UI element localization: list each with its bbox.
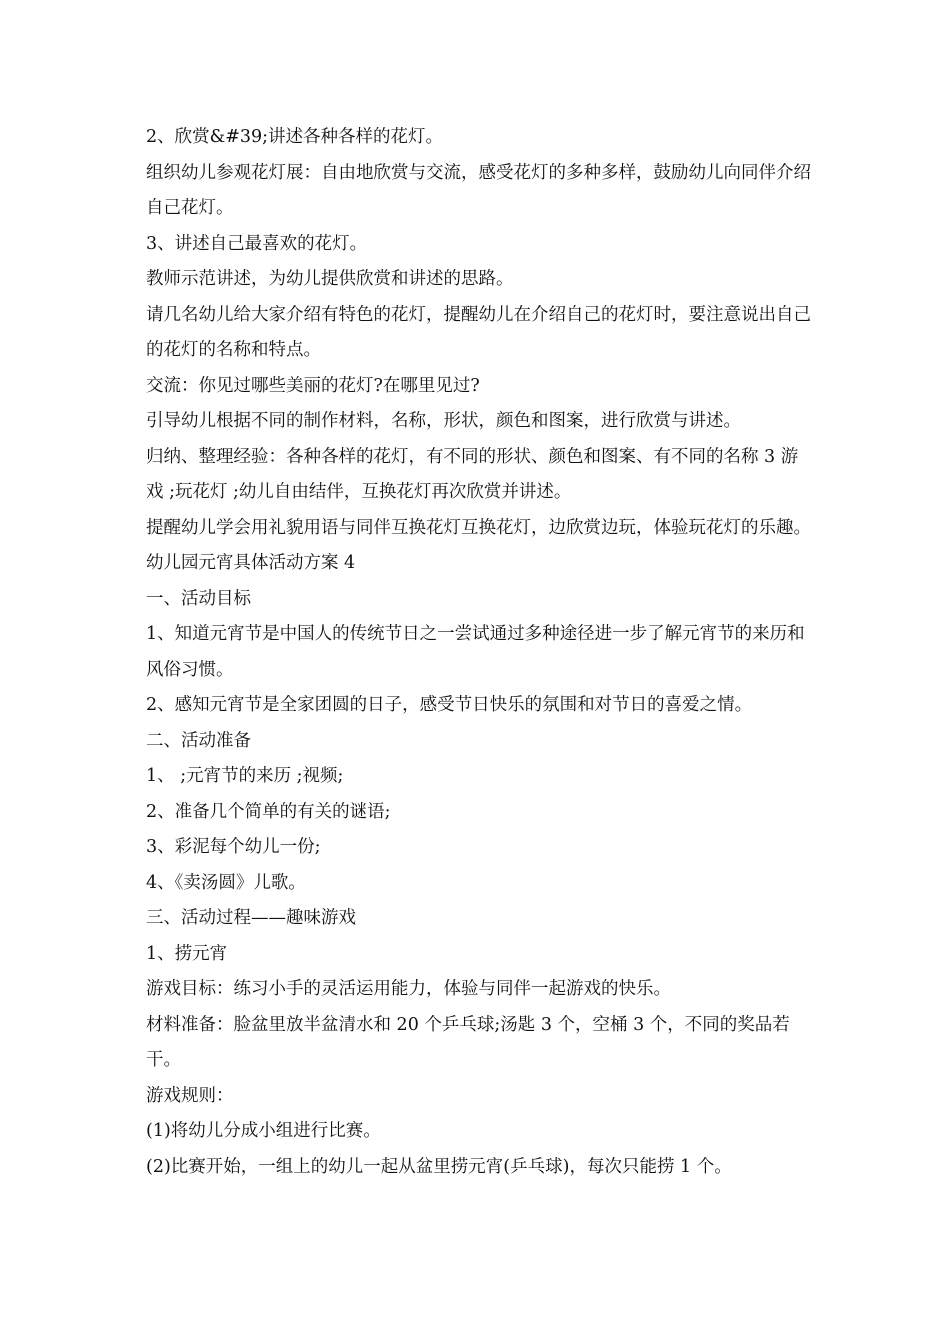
paragraph-guide-children: 引导幼儿根据不同的制作材料，名称，形状，颜色和图案，进行欣赏与讲述。: [146, 411, 741, 431]
prep-item-1: 1、 ;元宵节的来历 ;视频;: [146, 766, 344, 786]
heading-activity-goals: 一、活动目标: [146, 588, 251, 609]
section-title-plan-4: 幼儿园元宵具体活动方案 4: [146, 553, 356, 573]
game-rules-label: 游戏规则：: [146, 1085, 234, 1106]
goal-item-1: 1、知道元宵节是中国人的传统节日之一尝试通过多种途径进一步了解元宵节的来历和风俗习惯。: [146, 624, 805, 680]
paragraph-summarize-experience: 归纳、整理经验：各种各样的花灯，有不同的形状、颜色和图案、有不同的名称 3 游戏 ;玩花灯 ;幼儿自由结伴，互换花灯再次欣赏并讲述。: [146, 446, 799, 502]
game-rule-2: (2)比赛开始，一组上的幼儿一起从盆里捞元宵(乒乓球)，每次只能捞 1 个。: [146, 1156, 732, 1177]
prep-item-3: 3、彩泥每个幼儿一份;: [146, 837, 321, 857]
paragraph-children-introduce: 请几名幼儿给大家介绍有特色的花灯，提醒幼儿在介绍自己的花灯时，要注意说出自己的花灯的名称和特点。: [146, 304, 811, 360]
paragraph-discussion: 交流：你见过哪些美丽的花灯?在哪里见过?: [146, 375, 480, 396]
game-materials: 材料准备：脸盆里放半盆清水和 20 个乒乓球;汤匙 3 个，空桶 3 个，不同的奖品若干。: [146, 1014, 790, 1070]
paragraph-teacher-demo: 教师示范讲述，为幼儿提供欣赏和讲述的思路。: [146, 269, 514, 289]
paragraph-appreciate-lanterns: 2、欣赏&#39;讲述各种各样的花灯。: [146, 127, 444, 147]
document-body: [146, 120, 811, 1185]
heading-activity-process: 三、活动过程——趣味游戏: [146, 908, 356, 928]
goal-item-2: 2、感知元宵节是全家团圆的日子，感受节日快乐的氛围和对节日的喜爱之情。: [146, 695, 753, 715]
paragraph-favorite-lantern: 3、讲述自己最喜欢的花灯。: [146, 233, 368, 254]
game-rule-1: (1)将幼儿分成小组进行比赛。: [146, 1121, 381, 1141]
paragraph-polite-exchange: 提醒幼儿学会用礼貌用语与同伴互换花灯互换花灯，边欣赏边玩，体验玩花灯的乐趣。: [146, 517, 811, 538]
heading-activity-preparation: 二、活动准备: [146, 730, 251, 751]
game-title-1: 1、捞元宵: [146, 943, 228, 964]
prep-item-2: 2、准备几个简单的有关的谜语;: [146, 801, 391, 822]
game-goal: 游戏目标：练习小手的灵活运用能力，体验与同伴一起游戏的快乐。: [146, 979, 671, 999]
prep-item-4: 4、《卖汤圆》儿歌。: [146, 872, 306, 893]
paragraph-visit-lantern-show: 组织幼儿参观花灯展：自由地欣赏与交流，感受花灯的多种多样，鼓励幼儿向同伴介绍自己花灯。: [146, 162, 811, 218]
